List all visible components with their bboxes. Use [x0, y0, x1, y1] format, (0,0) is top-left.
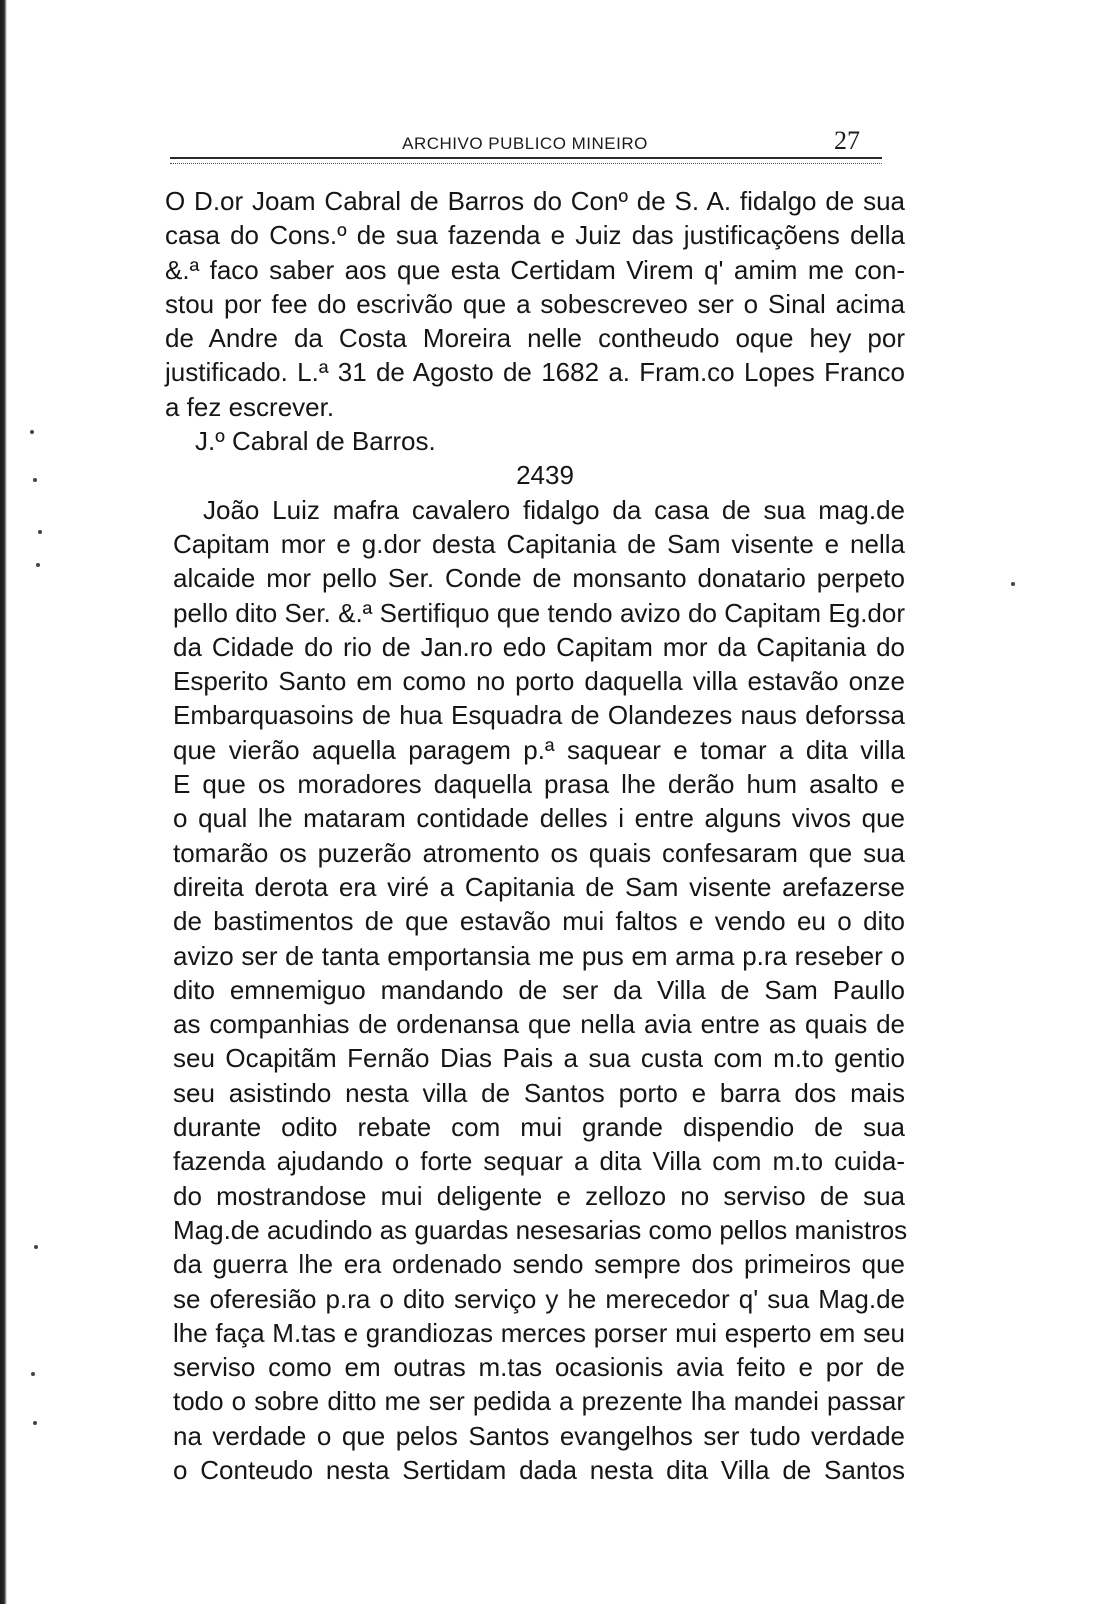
scan-speck: [38, 530, 42, 534]
text-line: E que os moradores daquella prasa lhe derão hum asalto e: [173, 769, 905, 800]
text-line: a fez escrever.: [165, 391, 335, 422]
document-number: 2439: [516, 460, 574, 491]
text-line: de Andre da Costa Moreira nelle contheudo oque hey por: [165, 323, 905, 354]
text-line: seu Ocapitãm Fernão Dias Pais a sua custa com m.to gentio: [173, 1043, 905, 1074]
text-line: durante odito rebate com mui grande dispendio de sua: [173, 1112, 905, 1143]
scan-speck: [33, 478, 37, 482]
text-line: stou por fee do escrivão que a sobescreveo ser o Sinal acima: [165, 288, 905, 319]
scan-speck: [1011, 582, 1015, 586]
scan-speck: [31, 1372, 35, 1376]
scan-speck: [30, 430, 34, 434]
paragraph-certificate-1: [165, 184, 905, 424]
page-number: 27: [834, 126, 860, 155]
text-line: se oferesião p.ra o dito serviço y he merecedor q' sua Mag.de: [173, 1283, 905, 1314]
text-line: alcaide mor pello Ser. Conde de monsanto donatario perpeto: [173, 563, 905, 594]
text-line: lhe faça M.tas e grandiozas merces porser mui esperto em seu: [173, 1317, 905, 1348]
page-binding-edge: [0, 0, 7, 1604]
text-line: serviso como em outras m.tas ocasionis avia feito e por de: [173, 1352, 905, 1383]
scan-speck: [34, 1245, 38, 1249]
text-line: pello dito Ser. &.ª Sertifiquo que tendo avizo do Capitam Eg.dor: [173, 597, 905, 628]
text-line: da Cidade do rio de Jan.ro edo Capitam mor da Capitania do: [173, 631, 905, 662]
text-line: todo o sobre ditto me ser pedida a prezente lha mandei passar: [173, 1386, 905, 1417]
text-line: tomarão os puzerão atromento os quais confesaram que sua: [173, 837, 905, 868]
text-line: O D.or Joam Cabral de Barros do Conº de S. A. fidalgo de sua: [165, 186, 905, 216]
text-line: de bastimentos de que estavão mui faltos e vendo eu o dito: [173, 906, 905, 937]
scan-speck: [33, 1421, 37, 1425]
text-line: Embarquasoins de hua Esquadra de Olandezes naus deforssa: [173, 700, 905, 731]
text-line: Mag.de acudindo as guardas nesesarias como pellos manistros: [173, 1214, 908, 1245]
text-line: Esperito Santo em como no porto daquella villa estavão onze: [173, 666, 905, 697]
text-line: direita derota era viré a Capitania de Sam visente arefazerse: [173, 871, 905, 902]
text-line: seu asistindo nesta villa de Santos porto e barra dos mais: [173, 1077, 905, 1108]
text-line: fazenda ajudando o forte sequar a dita Villa com m.to cuida-: [173, 1146, 905, 1177]
text-line: casa do Cons.º de sua fazenda e Juiz das justificaçõens della: [165, 220, 905, 251]
text-line: João Luiz mafra cavalero fidalgo da casa de sua mag.de: [203, 494, 905, 525]
scan-speck: [36, 563, 40, 567]
header-rule: [170, 157, 882, 164]
text-line: avizo ser de tanta emportansia me pus em arma p.ra reseber o: [173, 940, 905, 971]
text-line: na verdade o que pelos Santos evangelhos ser tudo verdade: [173, 1420, 905, 1451]
text-line: as companhias de ordenansa que nella avia entre as quais de: [173, 1009, 905, 1040]
text-line: o qual lhe mataram contidade delles i entre alguns vivos que: [173, 803, 905, 834]
paragraph-certificate-2: [173, 493, 908, 1488]
text-line: &.ª faco saber aos que esta Certidam Virem q' amim me con-: [165, 254, 905, 285]
text-line: da guerra lhe era ordenado sendo sempre dos primeiros que: [173, 1249, 905, 1280]
page-header: [170, 126, 880, 160]
text-line: o Conteudo nesta Sertidam dada nesta dita Villa de Santos: [173, 1454, 905, 1485]
signature: J.º Cabral de Barros.: [195, 426, 436, 457]
text-line: do mostrandose mui deligente e zellozo no serviso de sua: [173, 1180, 905, 1211]
running-title: ARCHIVO PUBLICO MINEIRO: [402, 134, 648, 153]
text-line: que vierão aquella paragem p.ª saquear e tomar a dita villa: [173, 734, 905, 765]
document-body: [165, 184, 908, 1487]
text-line: dito emnemiguo mandando de ser da Villa de Sam Paullo: [173, 974, 905, 1005]
text-line: justificado. L.ª 31 de Agosto de 1682 a. Fram.co Lopes Franco: [165, 357, 905, 388]
text-line: Capitam mor e g.dor desta Capitania de Sam visente e nella: [173, 528, 905, 559]
